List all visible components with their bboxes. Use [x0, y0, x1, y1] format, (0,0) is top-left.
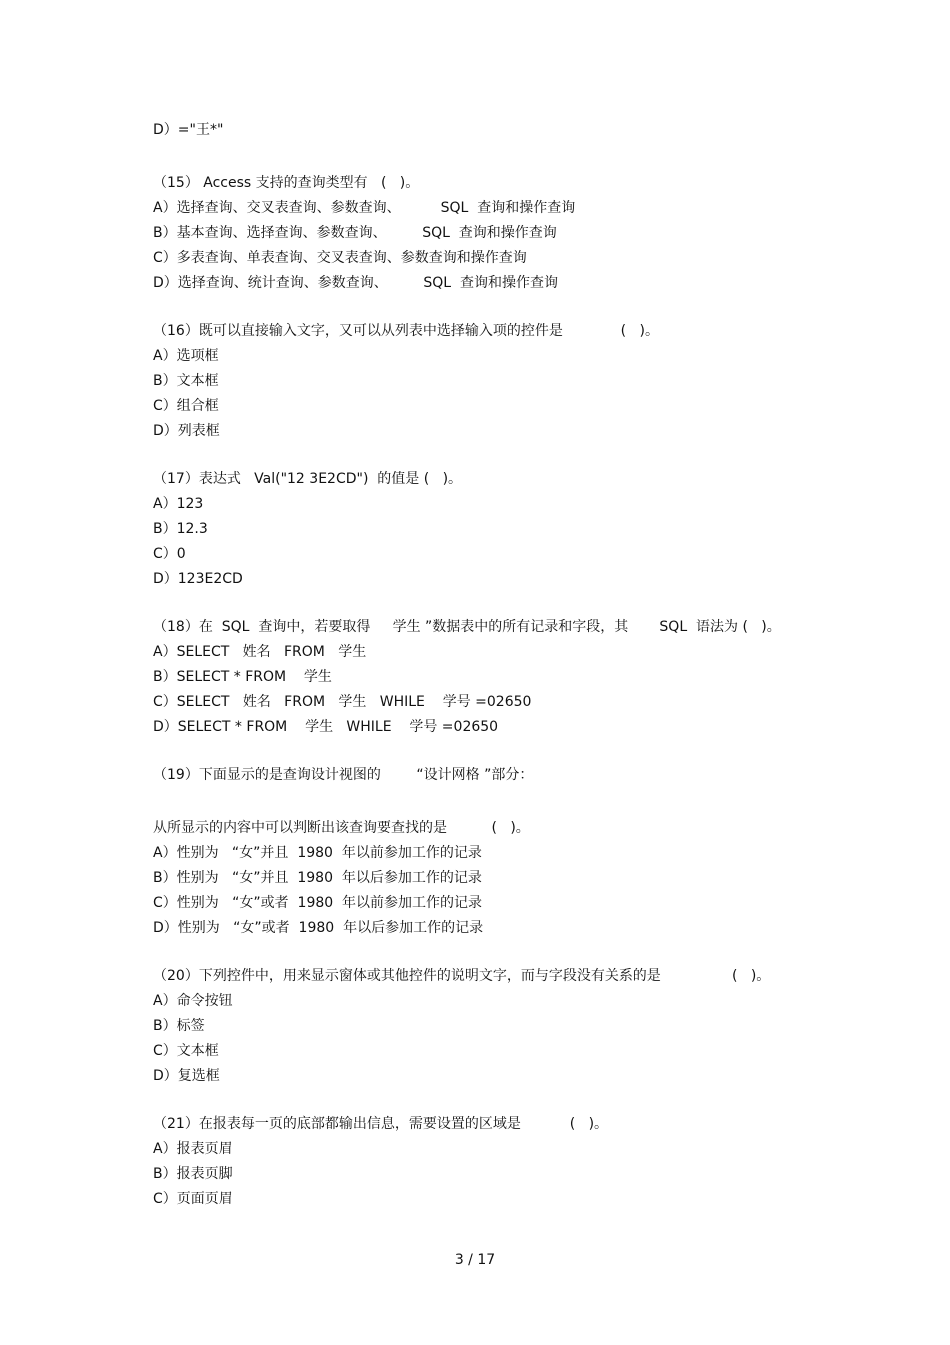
figure-placeholder — [153, 788, 853, 816]
option-d: D）选择查询、统计查询、参数查询、 SQL 查询和操作查询 — [153, 275, 558, 291]
spacer — [153, 143, 853, 171]
option-b: B）基本查询、选择查询、参数查询、 SQL 查询和操作查询 — [153, 225, 557, 241]
question-stem: （16）既可以直接输入文字，又可以从列表中选择输入项的控件是 ( )。 — [153, 323, 659, 339]
question-16 — [153, 319, 853, 444]
page-content — [153, 118, 853, 1212]
question-15 — [153, 171, 853, 296]
question-stem: （19）下面显示的是查询设计视图的 “设计网格 ”部分： — [153, 767, 534, 783]
question-18 — [153, 615, 853, 740]
option-a: A）报表页眉 — [153, 1141, 233, 1157]
option-c: C）SELECT 姓名 FROM 学生 WHILE 学号 =02650 — [153, 694, 532, 710]
spacer — [153, 296, 853, 319]
option-a: A）123 — [153, 496, 204, 512]
option-b: B）报表页脚 — [153, 1166, 233, 1182]
option-c: C）多表查询、单表查询、交叉表查询、参数查询和操作查询 — [153, 250, 527, 266]
option-b: B）12.3 — [153, 521, 208, 537]
question-stem: （18）在 SQL 查询中，若要取得 学生 ”数据表中的所有记录和字段，其 SQL 语法为 ( )。 — [153, 619, 781, 635]
question-21 — [153, 1112, 853, 1212]
option-c: C）0 — [153, 546, 186, 562]
option-b: B）文本框 — [153, 373, 219, 389]
option-b: B）性别为 “女”并且 1980 年以后参加工作的记录 — [153, 870, 482, 886]
option-d: D）列表框 — [153, 423, 220, 439]
previous-question-option-d: D）="王*" — [153, 122, 224, 138]
question-stem: （17）表达式 Val("12 3E2CD") 的值是 ( )。 — [153, 471, 463, 487]
question-stem: （20）下列控件中，用来显示窗体或其他控件的说明文字，而与字段没有关系的是 ( )。 — [153, 968, 771, 984]
spacer — [153, 941, 853, 964]
option-a: A）选择查询、交叉表查询、参数查询、 SQL 查询和操作查询 — [153, 200, 576, 216]
option-c: C）性别为 “女”或者 1980 年以前参加工作的记录 — [153, 895, 483, 911]
spacer — [153, 1089, 853, 1112]
option-c: C）文本框 — [153, 1043, 219, 1059]
option-b: B）SELECT * FROM 学生 — [153, 669, 332, 685]
option-a: A）命令按钮 — [153, 993, 233, 1009]
option-d: D）复选框 — [153, 1068, 220, 1084]
question-19 — [153, 763, 853, 941]
spacer — [153, 740, 853, 763]
question-20 — [153, 964, 853, 1089]
question-stem: （15） Access 支持的查询类型有 ( )。 — [153, 175, 420, 191]
option-c: C）组合框 — [153, 398, 219, 414]
option-a: A）SELECT 姓名 FROM 学生 — [153, 644, 367, 660]
page-number: 3 / 17 — [454, 1252, 496, 1268]
option-b: B）标签 — [153, 1018, 205, 1034]
option-d: D）123E2CD — [153, 571, 243, 587]
spacer — [153, 592, 853, 615]
option-d: D）性别为 “女”或者 1980 年以后参加工作的记录 — [153, 920, 484, 936]
question-17 — [153, 467, 853, 592]
option-c: C）页面页眉 — [153, 1191, 233, 1207]
option-a: A）选项框 — [153, 348, 219, 364]
question-substem: 从所显示的内容中可以判断出该查询要查找的是 ( )。 — [153, 820, 530, 836]
option-d: D）SELECT * FROM 学生 WHILE 学号 =02650 — [153, 719, 499, 735]
option-a: A）性别为 “女”并且 1980 年以前参加工作的记录 — [153, 845, 482, 861]
spacer — [153, 444, 853, 467]
question-stem: （21）在报表每一页的底部都输出信息，需要设置的区域是 ( )。 — [153, 1116, 609, 1132]
